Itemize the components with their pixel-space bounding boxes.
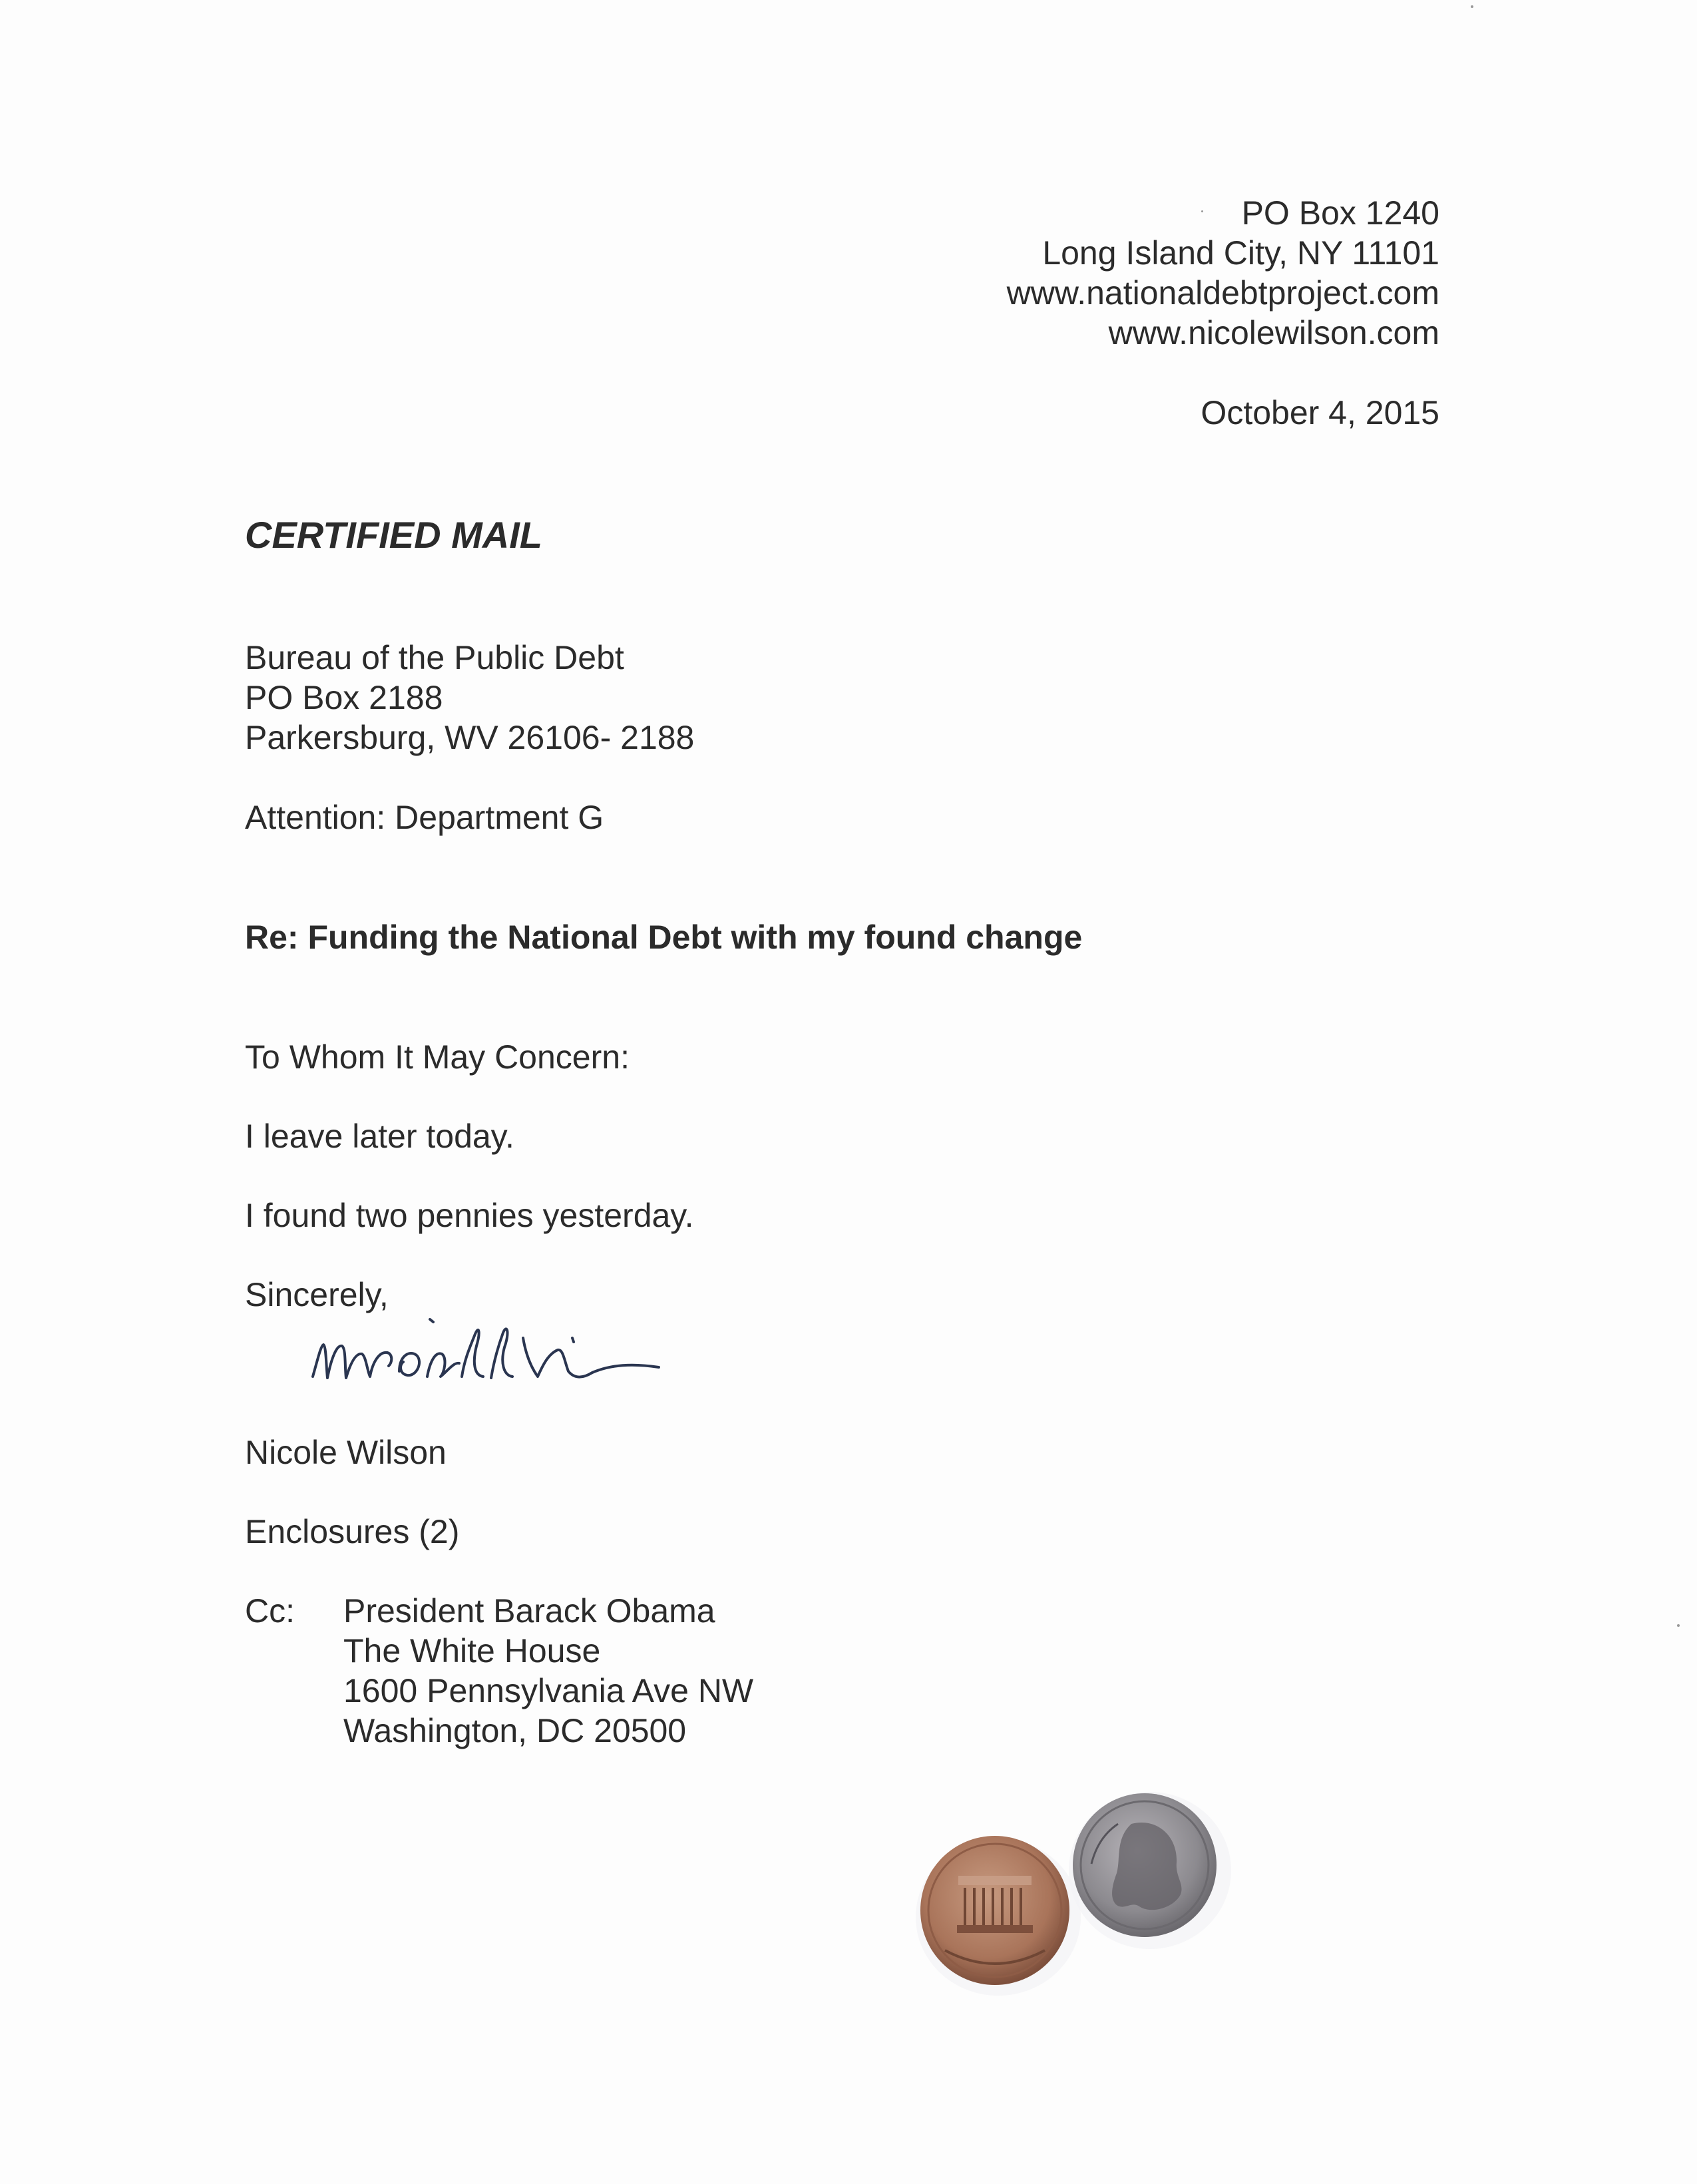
sender-website-national-debt-project[interactable]: www.nationaldebtproject.com: [1006, 274, 1439, 312]
enclosed-pennies: [905, 1784, 1278, 2010]
cc-address-line-3: Washington, DC 20500: [343, 1712, 687, 1749]
sender-address-block: [1007, 193, 1439, 353]
penny-reverse-icon: [916, 1836, 1081, 1996]
sender-po-box: PO Box 1240: [1241, 194, 1439, 232]
letter-date: October 4, 2015: [1201, 394, 1439, 431]
enclosures-note: Enclosures (2): [245, 1513, 460, 1550]
scan-speck: [1471, 5, 1473, 8]
subject-line: Re: Funding the National Debt with my found change: [245, 919, 1083, 956]
body-paragraph-2: I found two pennies yesterday.: [245, 1197, 694, 1234]
penny-obverse-icon: [1069, 1792, 1231, 1949]
sender-city-state-zip: Long Island City, NY 11101: [1042, 234, 1439, 272]
cc-address-line-1: The White House: [343, 1632, 601, 1669]
closing: Sincerely,: [245, 1276, 389, 1313]
cc-name: President Barack Obama: [343, 1592, 715, 1630]
body-paragraph-1: I leave later today.: [245, 1118, 514, 1155]
recipient-name: Bureau of the Public Debt: [245, 639, 624, 676]
cc-address-line-2: 1600 Pennsylvania Ave NW: [343, 1672, 754, 1709]
attention-line: Attention: Department G: [245, 799, 604, 836]
signer-name: Nicole Wilson: [245, 1434, 447, 1471]
scan-speck: [1677, 1624, 1680, 1627]
cc-label: Cc:: [245, 1592, 295, 1630]
sender-website-nicole-wilson[interactable]: www.nicolewilson.com: [1108, 314, 1439, 351]
recipient-city-state-zip: Parkersburg, WV 26106- 2188: [245, 719, 695, 756]
recipient-po-box: PO Box 2188: [245, 679, 443, 716]
certified-mail-heading: CERTIFIED MAIL: [245, 514, 542, 556]
recipient-address-block: [245, 638, 694, 758]
cc-address-lines: [343, 1591, 753, 1751]
salutation: To Whom It May Concern:: [245, 1038, 630, 1076]
handwritten-signature: [299, 1298, 685, 1405]
scan-speck: [1201, 210, 1203, 212]
